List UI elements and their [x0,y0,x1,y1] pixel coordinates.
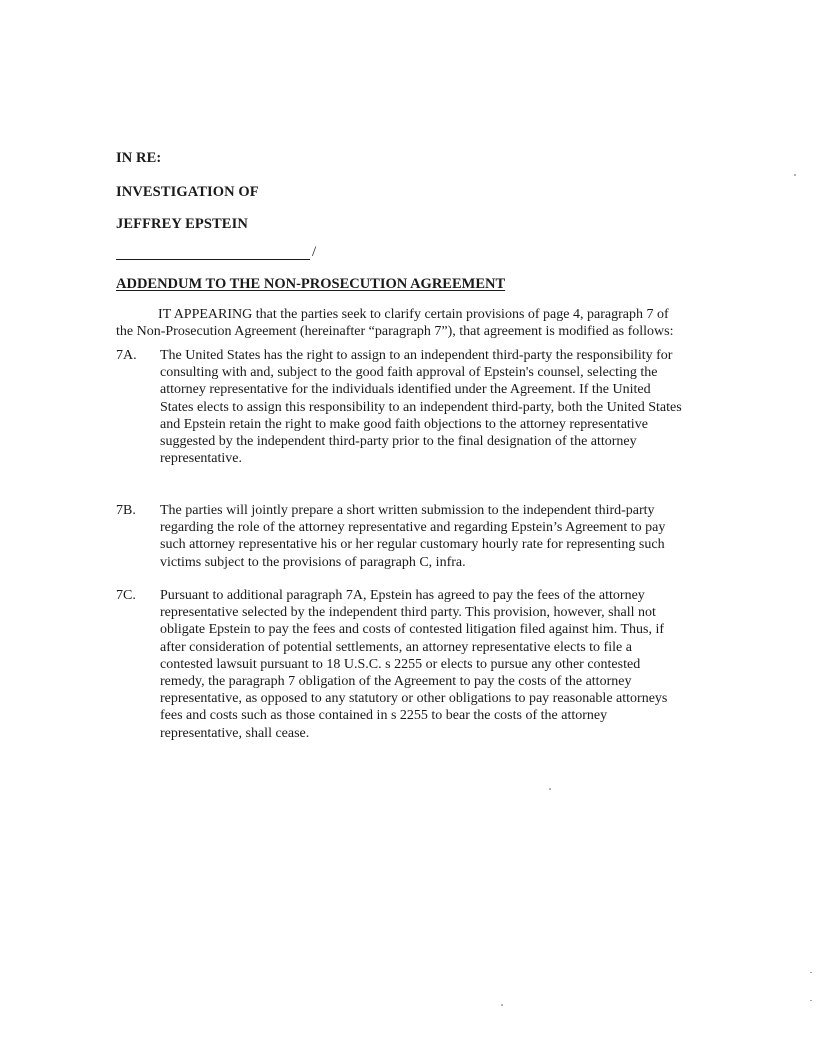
scan-speck [549,788,551,790]
scan-speck [810,1000,812,1001]
document-heading: ADDENDUM TO THE NON-PROSECUTION AGREEMENT [116,276,506,292]
paragraph-7b [116,502,684,571]
paragraph-text: The parties will jointly prepare a short written submission to the independent third-party regarding the role of the attorney representative and regarding Epstein’s Agreement to pay such attorney representative his or her regular customary hourly rate for representing such victims subject to the provisions of paragraph C, infra. [160,503,666,570]
paragraph-text: The United States has the right to assign to an independent third-party the responsibility for consulting with and, subject to the good faith approval of Epstein's counsel, selecting the attorney representative for the individuals identified under the Agreement. If the United States elects to assign this responsibility to an independent third-party, both the United States and Epstein retain the right to make good faith objections to the attorney representative suggested by the independent third-party prior to the final designation of the attorney representative. [160,348,682,467]
paragraph-number: 7A. [116,348,137,363]
paragraph-7a [116,347,684,467]
signature-rule [116,259,310,260]
caption-investigation-of: INVESTIGATION OF [116,184,259,200]
caption-name: JEFFREY EPSTEIN [116,216,248,232]
paragraph-number: 7B. [116,503,136,518]
paragraph-text: Pursuant to additional paragraph 7A, Epstein has agreed to pay the fees of the attorney representative selected by the independent third party. This provision, however, shall not obligate Epstein to pay the fees and costs of contested litigation filed against him. Thus, if after consideration of potential settlements, an attorney representative elects to file a contested lawsuit pursuant to 18 U.S.C. s 2255 or elects to pursue any other contested remedy, the paragraph 7 obligation of the Agreement to pay the costs of the attorney representative, as opposed to any statutory or other obligations to pay reasonable attorneys fees and costs such as those contained in s 2255 to bear the costs of the attorney representative, shall cease. [160,588,668,741]
scan-speck [501,1004,503,1006]
paragraph-7c [116,587,684,742]
signature-slash: / [312,244,317,260]
intro-paragraph: IT APPEARING that the parties seek to clarify certain provisions of page 4, paragraph 7 of the Non-Prosecution Agreement (hereinafter “paragraph 7”), that agreement is modified as follows: [116,307,674,340]
paragraph-number: 7C. [116,588,136,603]
caption-in-re: IN RE: [116,150,162,166]
signature-line [116,244,436,264]
scan-speck [810,972,812,973]
scan-speck [794,174,796,176]
